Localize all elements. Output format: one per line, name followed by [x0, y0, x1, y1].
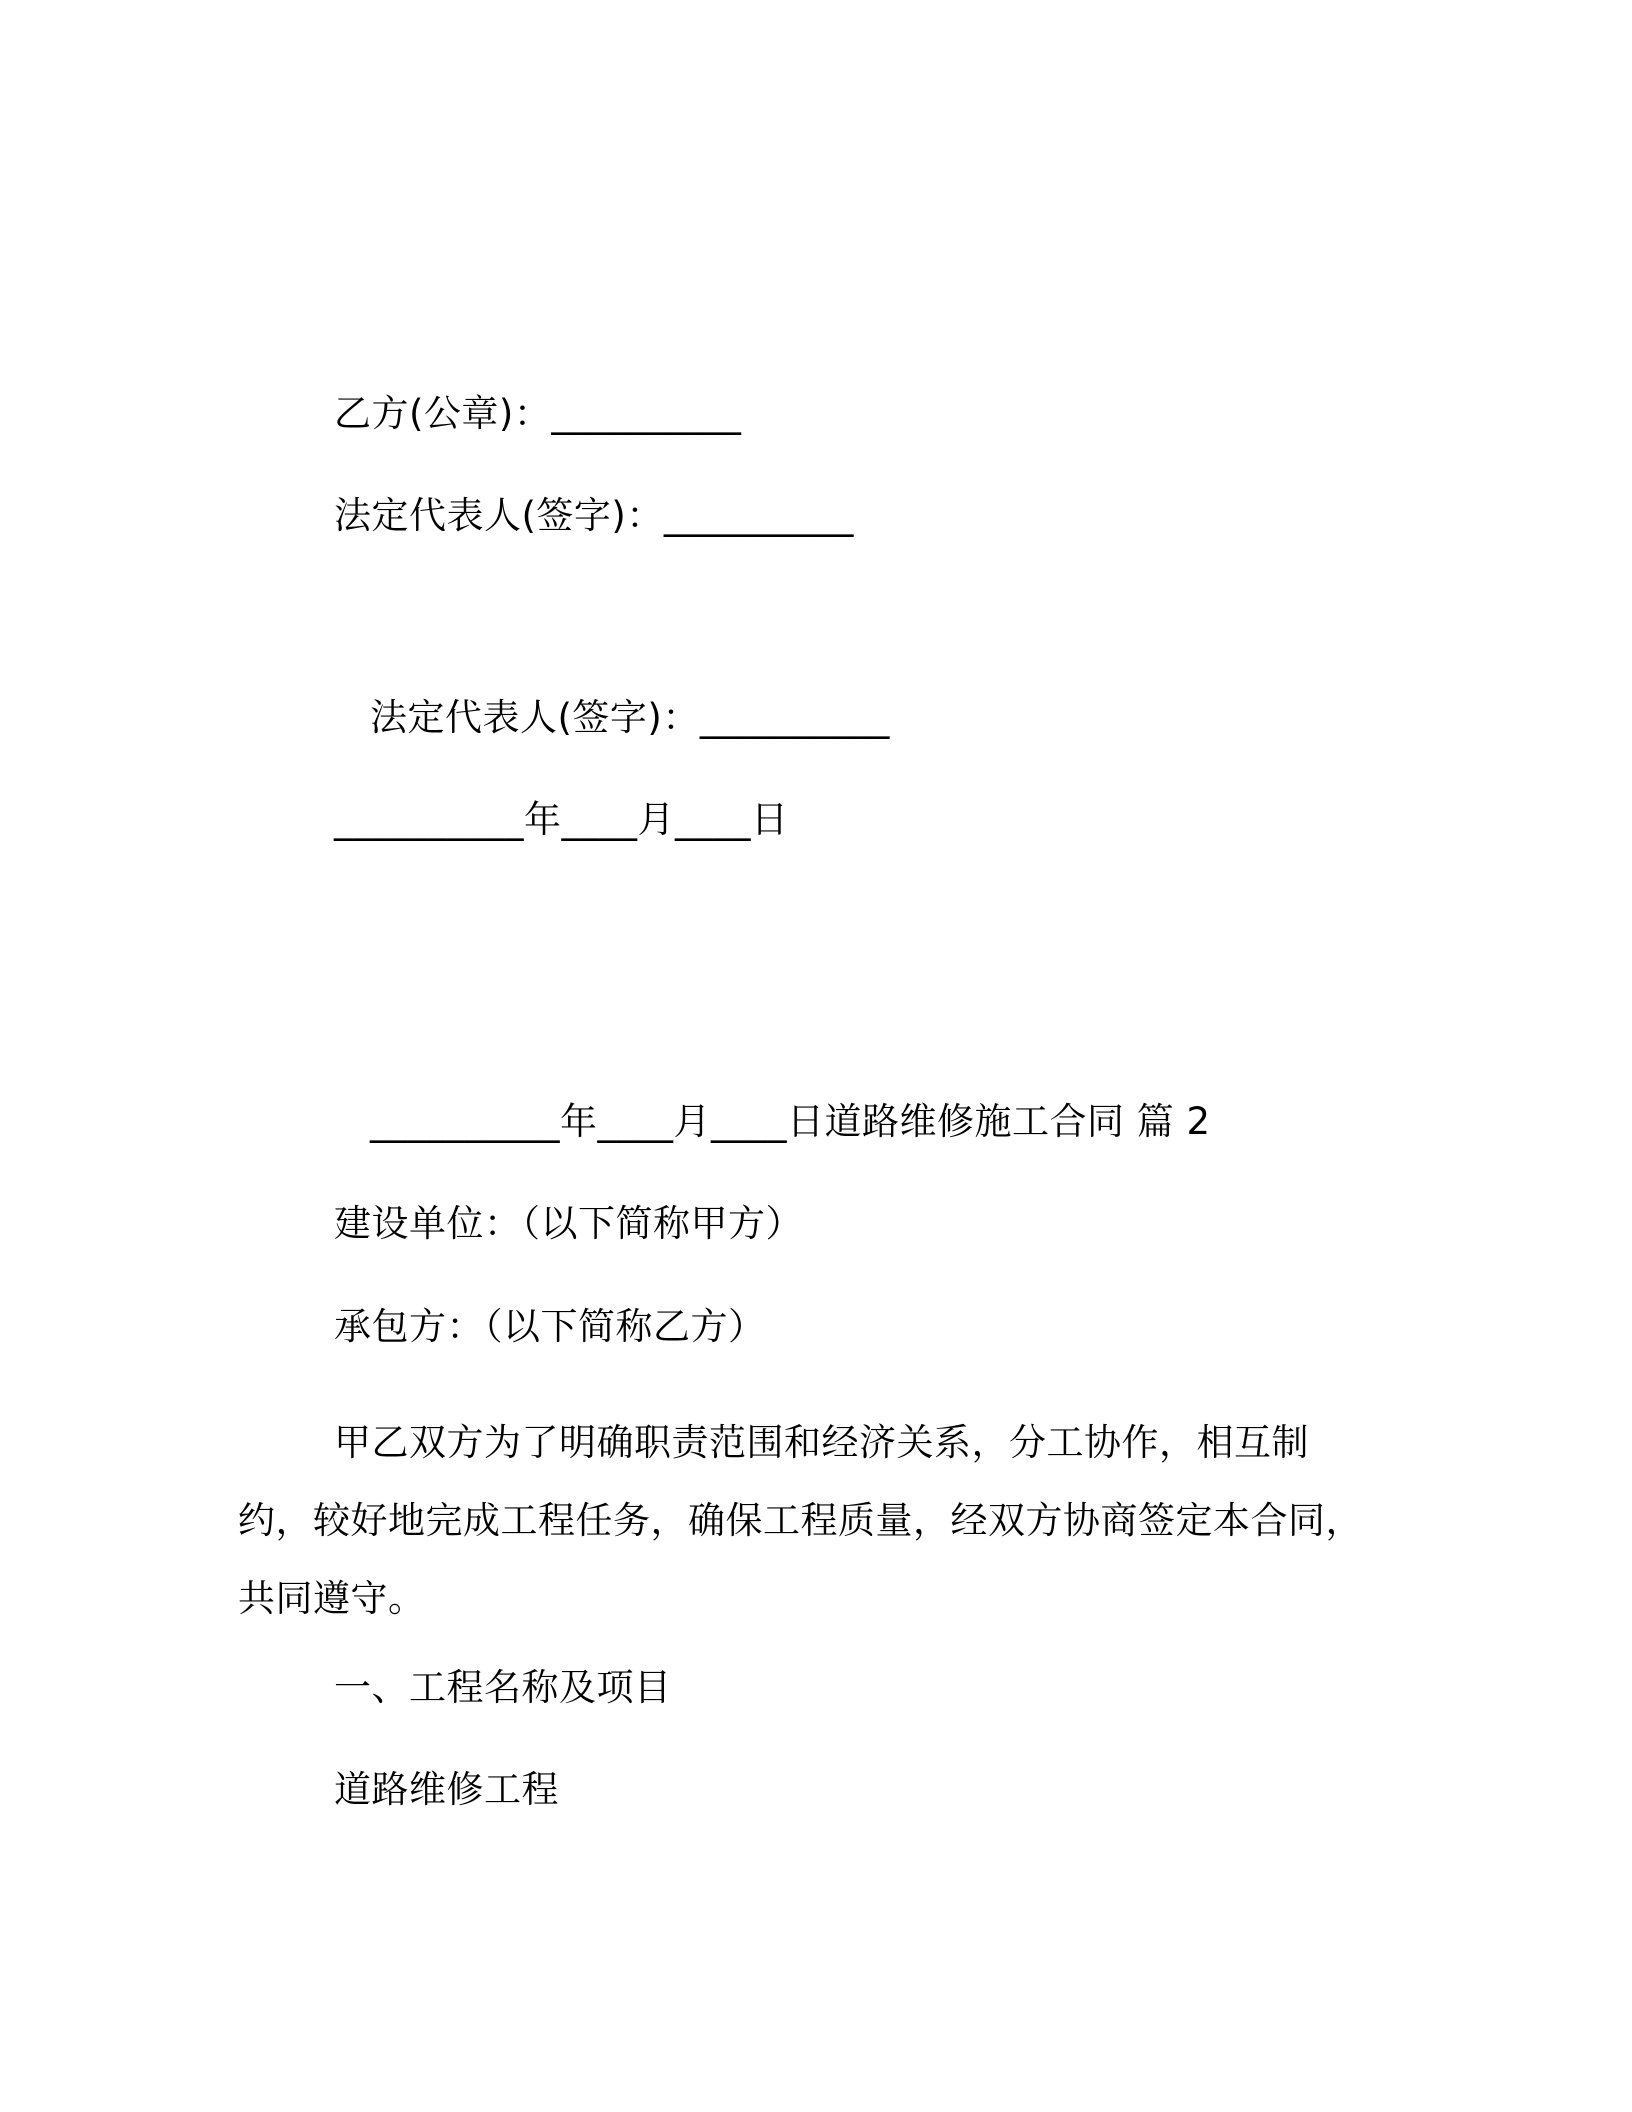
project-name-line: 道路维修工程 [334, 1768, 559, 1811]
legal-representative-signature-line-2: 法定代表人(签字)：__________ [370, 696, 890, 739]
section-heading-project: 一、工程名称及项目 [334, 1666, 672, 1709]
intro-paragraph [238, 1404, 1368, 1638]
legal-representative-signature-line: 法定代表人(签字)：__________ [334, 494, 854, 537]
contractor-party-line: 承包方：（以下简称乙方） [334, 1305, 766, 1348]
party-b-seal-line: 乙方(公章)：__________ [334, 392, 742, 435]
builder-party-line: 建设单位：（以下简称甲方） [334, 1202, 803, 1245]
signing-date-line: __________年____月____日 [334, 798, 789, 841]
intro-paragraph-text: 甲乙双方为了明确职责范围和经济关系，分工协作，相互制约，较好地完成工程任务，确保工程质量，经双方协商签定本合同，共同遵守。 [238, 1421, 1363, 1620]
contract-section-title: __________年____月____日道路维修施工合同 篇 2 [370, 1100, 1211, 1143]
